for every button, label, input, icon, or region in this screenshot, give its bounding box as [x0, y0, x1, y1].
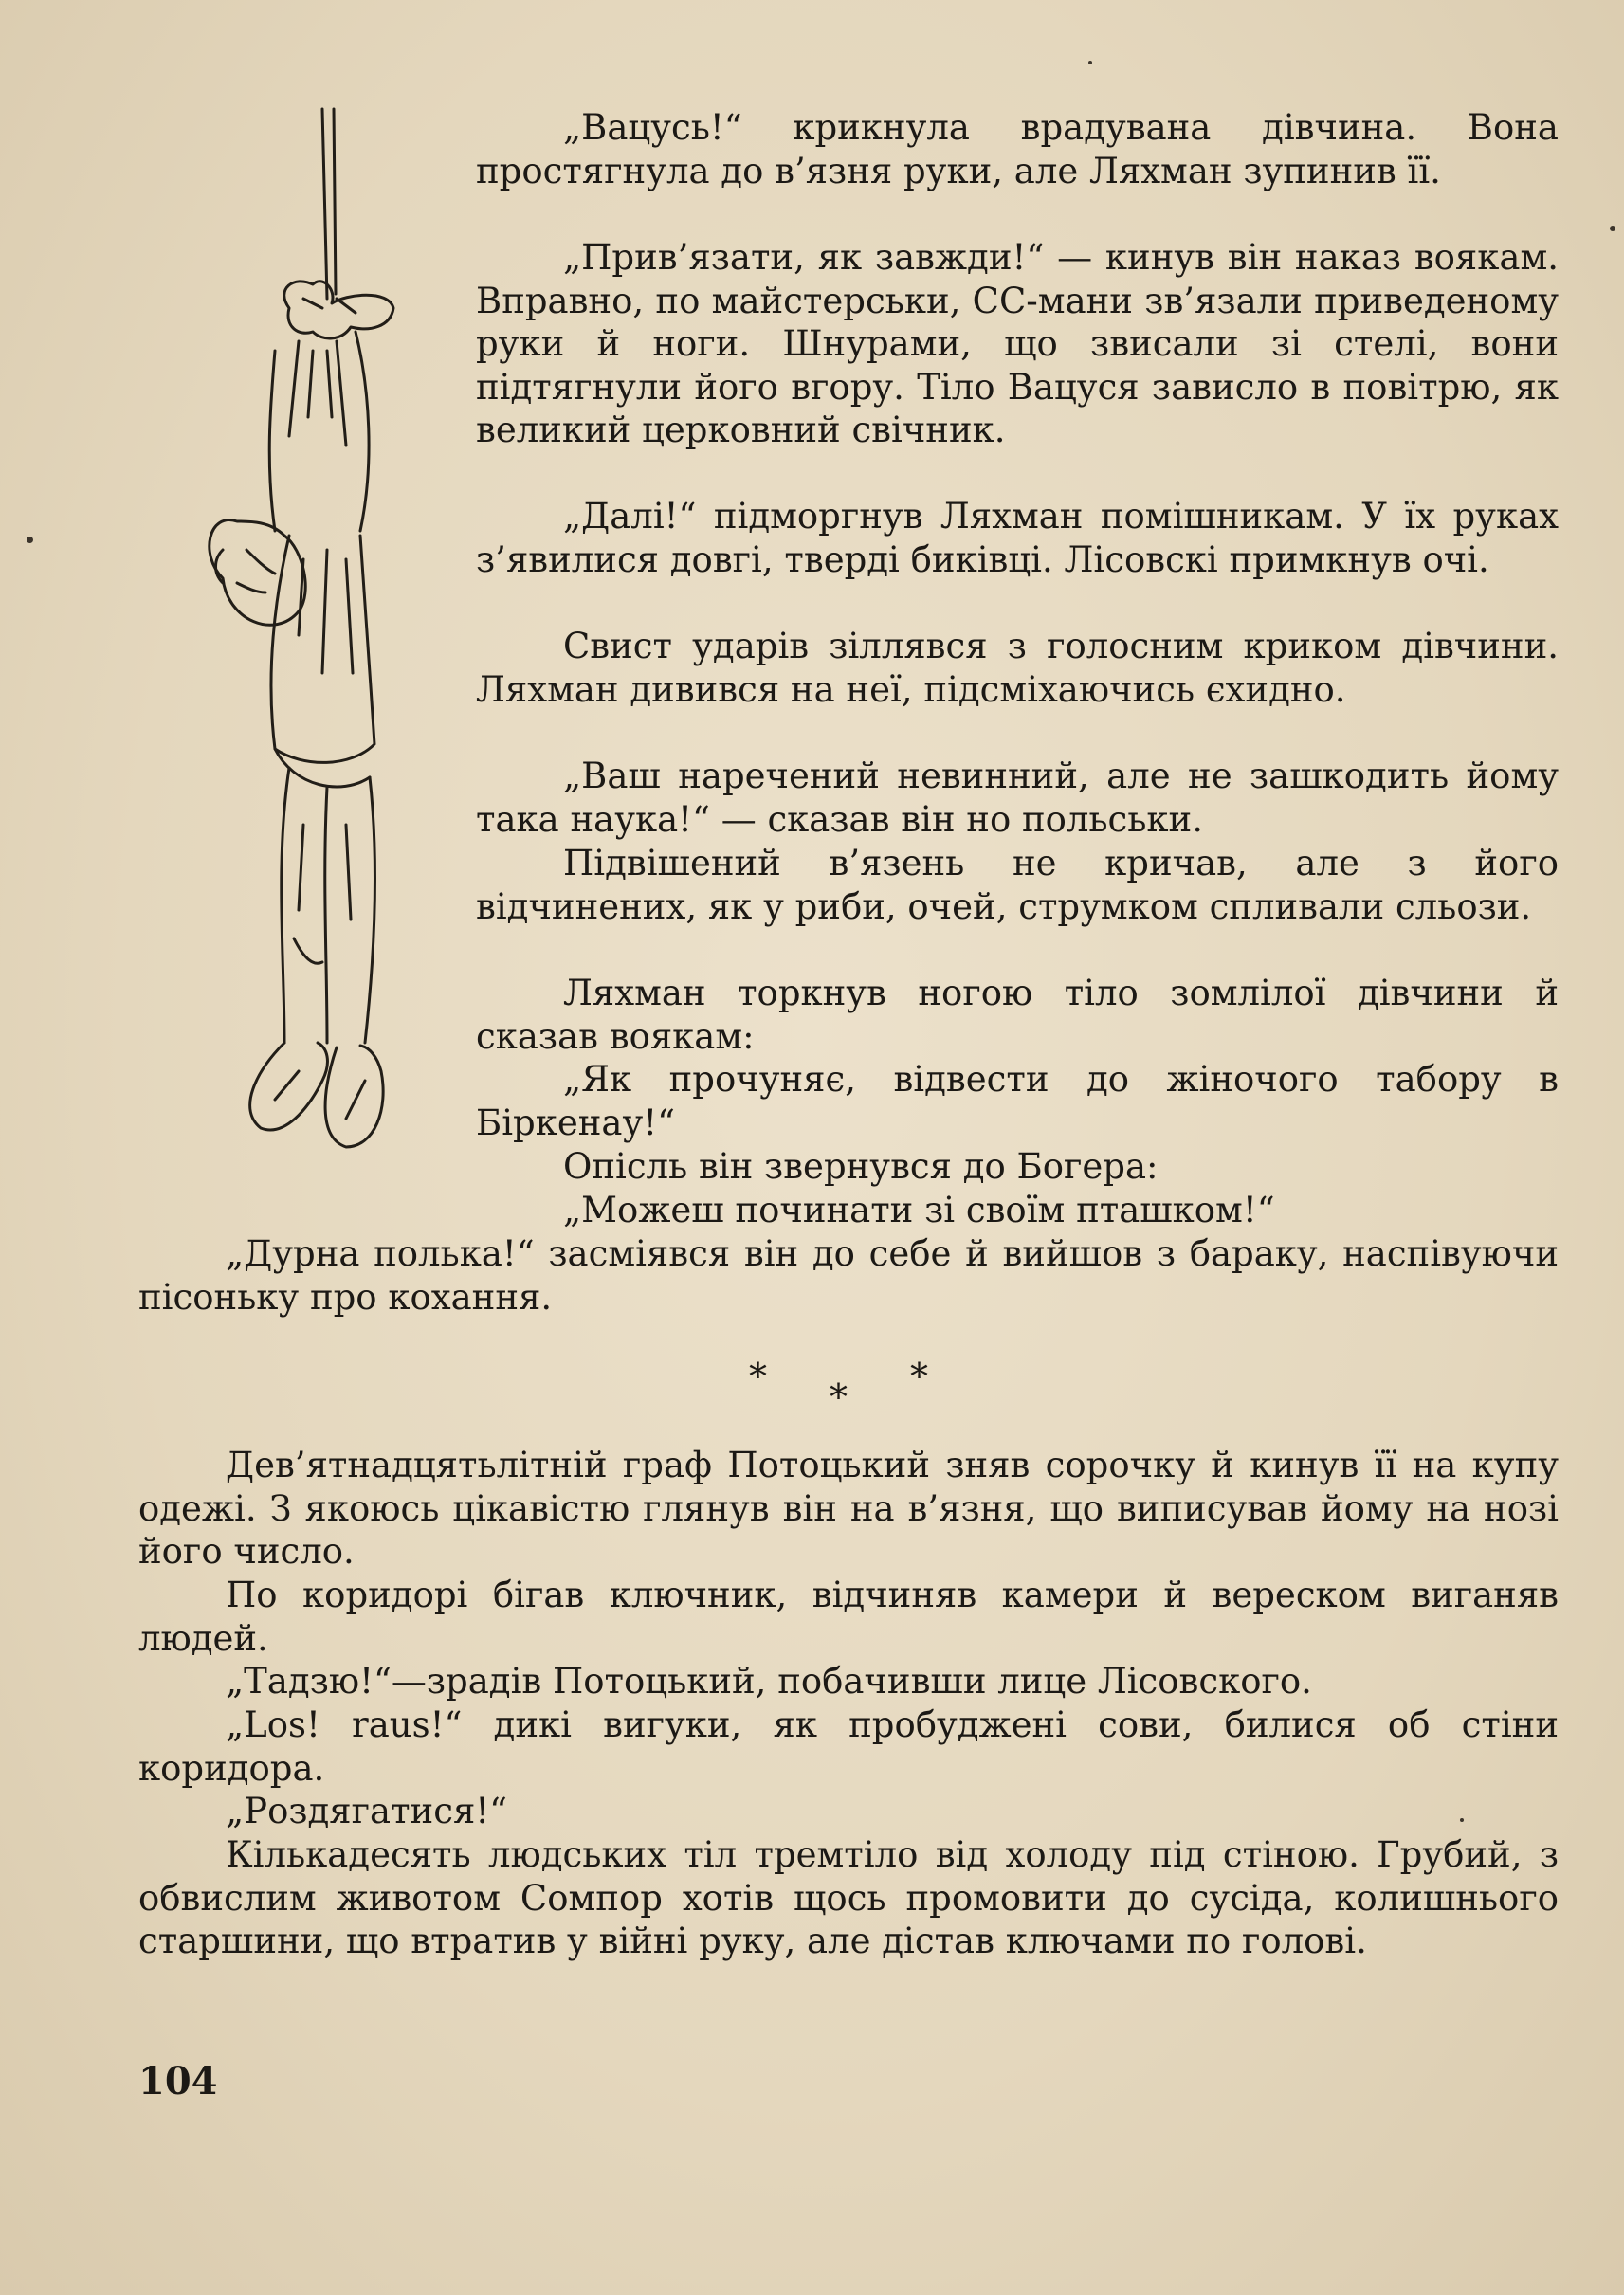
paragraph: Кількадесять людських тіл тремтіло від холоду під стіною. Грубий, з обвислим животом Сомпор хотів щось промовити до сусіда, колишнього старшини, що втратив у війні руку, але дістав ключами по голові. [138, 1834, 1559, 1961]
section-separator [739, 1356, 967, 1422]
paragraph: „Тадзю!“—зрадів Потоцький, побачивши лице Лісовского. [226, 1661, 1312, 1702]
paragraph: „Роздягатися!“ [226, 1791, 508, 1831]
paragraph: „Los! raus!“ дикі вигуки, як пробуджені сови, билися об стіни коридора. [138, 1704, 1559, 1789]
paragraph: Підвішений в’язень не кричав, але з його відчинених, як у риби, очей, струмком спливали сльози. [476, 843, 1559, 927]
paragraph: „Можеш починати зі своїм пташком!“ [563, 1190, 1275, 1230]
paper-speck [1460, 1818, 1464, 1822]
illustration-sketch [133, 104, 417, 1166]
paragraph: По коридорі бігав ключник, відчиняв камери й вереском виганяв людей. [138, 1575, 1559, 1659]
paper-speck [27, 537, 33, 543]
page-number: 104 [138, 2059, 218, 2104]
paragraph: „Вацусь!“ крикнула врадувана дівчина. Вона простягнула до в’язня руки, але Ляхман зупинив її. [476, 107, 1559, 191]
paper-speck [1088, 61, 1092, 64]
paper-speck [1610, 226, 1615, 231]
separator-star: * [910, 1356, 928, 1397]
paragraph: „Дурна полька!“ засміявся він до себе й вийшов з бараку, наспівуючи пісоньку про кохання. [138, 1233, 1559, 1318]
paragraph: Свист ударів зіллявся з голосним криком дівчини. Ляхман дивився на неї, підсміхаючись єхидно. [476, 626, 1559, 710]
hanging-prisoner-illustration [133, 104, 417, 1166]
paragraph: „Ваш наречений невинний, але не зашкодить йому така наука!“ — сказав він но польськи. [476, 756, 1559, 840]
paragraph: „Прив’язати, як завжди!“ — кинув він наказ воякам. Вправно, по майстерськи, СС-мани зв’язали приведеному руки й ноги. Шнурами, що звисали зі стелі, вони підтягнули його вгору. Тіло Вацуся зависло в повітрю, як великий церковний свічник. [476, 237, 1559, 450]
paragraph: Опісль він звернувся до Богера: [563, 1146, 1159, 1187]
separator-star: * [749, 1356, 767, 1397]
paragraph: „Далі!“ підморгнув Ляхман помішникам. У їх руках з’явилися довгі, тверді биківці. Лісовскі примкнув очі. [476, 496, 1559, 580]
paragraph: „Як прочуняє, відвести до жіночого табору в Біркенау!“ [476, 1059, 1559, 1143]
paragraph: Ляхман торкнув ногою тіло зомлілої дівчини й сказав воякам: [476, 973, 1559, 1057]
paragraph: Дев’ятнадцятьлітній граф Потоцький зняв сорочку й кинув її на купу одежі. З якоюсь цікавістю глянув він на в’язня, що виписував йому на нозі його число. [138, 1445, 1559, 1572]
separator-star: * [830, 1376, 848, 1418]
